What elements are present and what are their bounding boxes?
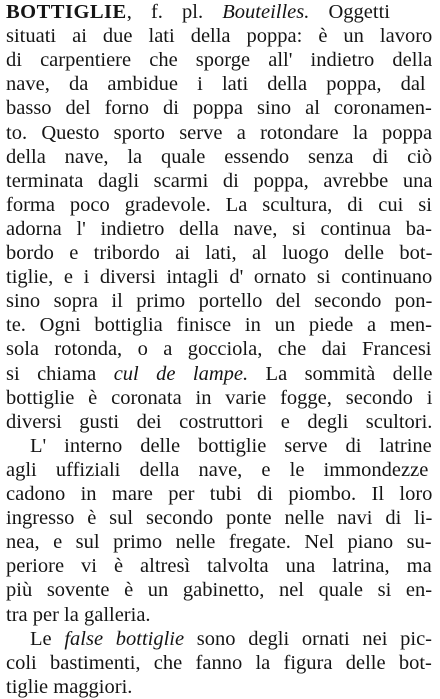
text-line	[6, 145, 432, 169]
text-run: situati ai due lati della poppa: è un lavoro	[6, 25, 433, 48]
text-run: te. Ogni bottiglia finisce in un piede a men-	[6, 314, 432, 337]
text-line	[6, 289, 432, 313]
text-line	[6, 651, 432, 675]
text-run: to. Questo sporto serve a rotondare la poppa	[6, 121, 433, 144]
headword: BOTTIGLIE	[6, 1, 127, 23]
text-line	[6, 675, 132, 699]
text-line	[6, 193, 432, 217]
text-run: sono degli ornati nei pic-	[184, 627, 433, 650]
text-run: L' interno delle bottiglie serve di latrine	[30, 434, 432, 457]
text-run: di carpentiere che sporge all' indietro della	[6, 49, 433, 72]
text-run: cadono in mare per tubi di piombo. Il loro	[6, 483, 433, 505]
text-line	[6, 337, 432, 361]
text-run: , f. pl.	[126, 1, 223, 23]
text-line	[6, 362, 432, 386]
text-run: diversi gusti dei costruttori e degli scultori.	[6, 410, 433, 433]
text-line	[6, 578, 432, 602]
text-line	[6, 24, 432, 48]
text-run: bordo e tribordo ai lati, al luogo delle bot-	[6, 242, 433, 264]
text-run: coli bastimenti, che fanno la figura delle bot-	[6, 651, 432, 674]
text-line	[6, 554, 432, 578]
text-line	[6, 48, 432, 72]
text-run: bottiglie è coronata in varie fogge, secondo i	[6, 386, 433, 409]
text-run: Oggetti	[309, 1, 390, 23]
text-run: tiglie, e i diversi intagli d' ornato si continuano	[6, 266, 433, 289]
text-run: La sommità delle	[248, 362, 433, 385]
text-run: tra per la galleria.	[6, 603, 151, 626]
text-line	[6, 530, 432, 554]
text-line	[6, 482, 432, 506]
italic-term: cul de lampe.	[113, 362, 249, 385]
italic-term: false bottiglie	[64, 627, 185, 650]
text-run: sino sopra il primo portello del secondo pon-	[6, 290, 433, 313]
text-line	[30, 627, 432, 651]
text-line	[6, 217, 432, 241]
text-line	[6, 386, 432, 410]
text-run: tiglie maggiori.	[6, 675, 133, 698]
text-line	[6, 169, 432, 193]
text-line	[6, 241, 432, 265]
text-line	[6, 603, 151, 627]
text-line	[6, 121, 432, 145]
text-run: Le	[30, 627, 65, 650]
text-run: della nave, la quale essendo senza di ciò	[6, 145, 433, 168]
text-line	[6, 313, 432, 337]
text-line	[6, 458, 428, 482]
text-run: nave, da ambidue i lati della poppa, dal	[6, 73, 426, 96]
text-run: più sovente è un gabinetto, nel quale si en-	[6, 579, 433, 602]
text-line	[6, 265, 432, 289]
text-run: si chiama	[6, 362, 114, 385]
text-run: agli uffiziali della nave, e le immondezze	[6, 458, 429, 481]
text-run: terminata dagli scarmi di poppa, avrebbe una	[6, 169, 433, 192]
text-line	[6, 506, 432, 530]
italic-term: Bouteilles.	[222, 1, 310, 23]
text-run: sola rotonda, o a gocciola, che dai Francesi	[6, 338, 432, 361]
text-line	[6, 72, 426, 96]
text-line	[30, 434, 432, 458]
text-run: ingresso è sul secondo ponte nelle navi di li-	[6, 507, 433, 530]
text-run: forma poco gradevole. La scultura, di cui si	[6, 193, 432, 216]
text-line	[6, 410, 432, 434]
text-run: nea, e sul primo nelle fregate. Nel piano su-	[6, 531, 432, 554]
text-line	[6, 96, 432, 120]
text-run: basso del forno di poppa sino al coronamen-	[6, 97, 432, 120]
text-run: periore vi è altresì talvolta una latrina, ma	[6, 555, 432, 578]
text-line	[6, 0, 390, 24]
text-run: adorna l' indietro della nave, si continua ba-	[6, 217, 432, 240]
